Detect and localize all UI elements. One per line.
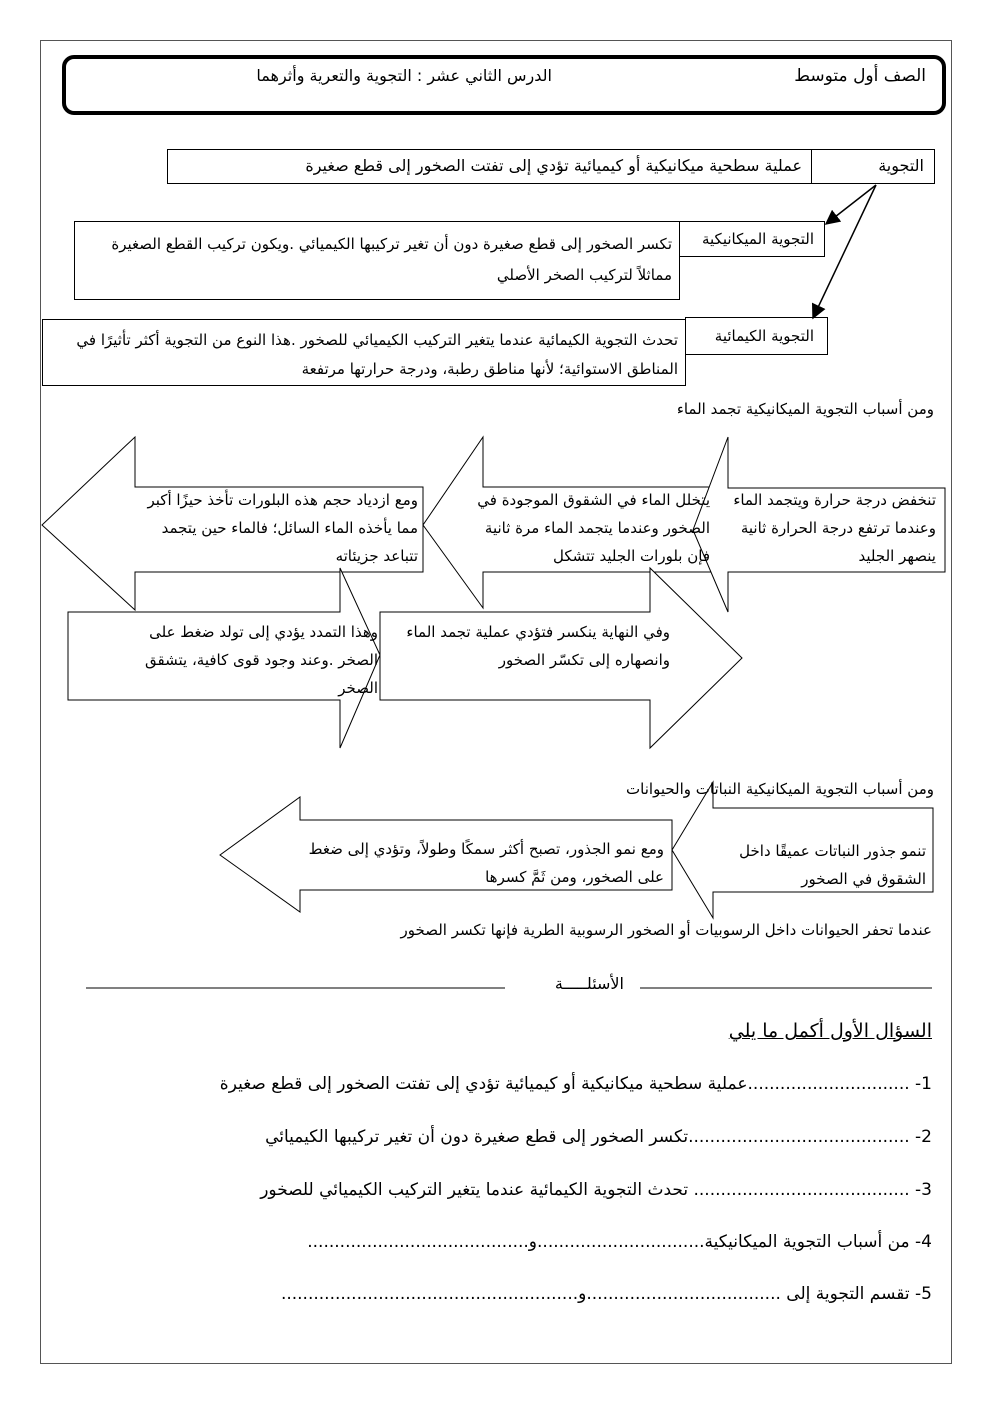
plants-step-2: ومع نمو الجذور، تصبح أكثر سمكًا وطولاً، وتؤدي إلى ضغط على الصخور، ومن ثَمَّ كسرها <box>308 840 664 886</box>
chemical-term: التجوية الكيمائية <box>714 327 814 345</box>
freezing-step-3: ومع ازدياد حجم هذه البلورات تأخذ حيزًا أكبر مما يأخذه الماء السائل؛ فالماء حين يتجمد تتباعد جزيئاته <box>147 491 418 565</box>
mechanical-definition: تكسر الصخور إلى قطع صغيرة دون أن تغير تركيبها الكيميائي .ويكون تركيب القطع الصغيرة مماثلاً لتركيب الصخر الأصلي <box>111 235 672 284</box>
lesson-title: الدرس الثاني عشر : التجوية والتعرية وأثرهما <box>256 66 552 85</box>
plants-heading: ومن أسباب التجوية الميكانيكية النباتات والحيوانات <box>626 780 934 798</box>
grade-label: الصف أول متوسط <box>794 66 926 86</box>
arrow-to-mechanical <box>826 185 876 224</box>
weathering-definition: عملية سطحية ميكانيكية أو كيميائية تؤدي إلى تفتت الصخور إلى قطع صغيرة <box>305 156 802 175</box>
freezing-heading: ومن أسباب التجوية الميكانيكية تجمد الماء <box>676 400 934 418</box>
weathering-term: التجوية <box>878 156 924 175</box>
freezing-step-4: وهذا التمدد يؤدي إلى تولد ضغط على الصخر .وعند وجود قوى كافية، يتشقق الصخر <box>145 623 378 697</box>
questions-divider-label: الأسئلـــــة <box>554 974 624 993</box>
freezing-step-5: وفي النهاية ينكسر فتؤدي عملية تجمد الماء وانصهاره إلى تكسّر الصخور <box>406 623 670 669</box>
question-item-2[interactable]: 2- .........................................تكسر الصخور إلى قطع صغيرة دون أن تغير تركيبها الكيميائي <box>265 1127 932 1147</box>
mechanical-term: التجوية الميكانيكية <box>701 230 814 248</box>
freezing-step-2: يتخلل الماء في الشقوق الموجودة في الصخور وعندما يتجمد الماء مرة ثانية فإن بلورات الجليد تتشكل <box>477 491 710 565</box>
question-item-3[interactable]: 3- ........................................ تحدث التجوية الكيمائية عندما يتغير التركيب الكيميائي للصخور <box>260 1180 932 1200</box>
plants-step-1: تنمو جذور النباتات عميقًا داخل الشقوق في الصخور <box>739 842 926 888</box>
question-item-1[interactable]: 1- ..............................عملية سطحية ميكانيكية أو كيميائية تؤدي إلى تفتت الصخور إلى قطع صغيرة <box>219 1074 932 1094</box>
question-1-title: السؤال الأول أكمل ما يلي <box>728 1020 932 1042</box>
chemical-definition: تحدث التجوية الكيمائية عندما يتغير التركيب الكيميائي للصخور .هذا النوع من التجوية أكثر تأثيرًا في المناطق الاستوائية؛ لأنها مناطق رطبة، ودرجة حرارتها مرتفعة <box>76 331 678 378</box>
question-item-4[interactable]: 4- من أسباب التجوية الميكانيكية...............................و......................................... <box>307 1232 932 1252</box>
animals-text: عندما تحفر الحيوانات داخل الرسوبيات أو الصخور الرسوبية الطرية فإنها تكسر الصخور <box>400 921 932 939</box>
freezing-step-1: تنخفض درجة حرارة ويتجمد الماء وعندما ترتفع درجة الحرارة ثانية ينصهر الجليد <box>733 491 936 565</box>
question-item-5[interactable]: 5- تقسم التجوية إلى ....................................و....................................................... <box>280 1284 932 1304</box>
